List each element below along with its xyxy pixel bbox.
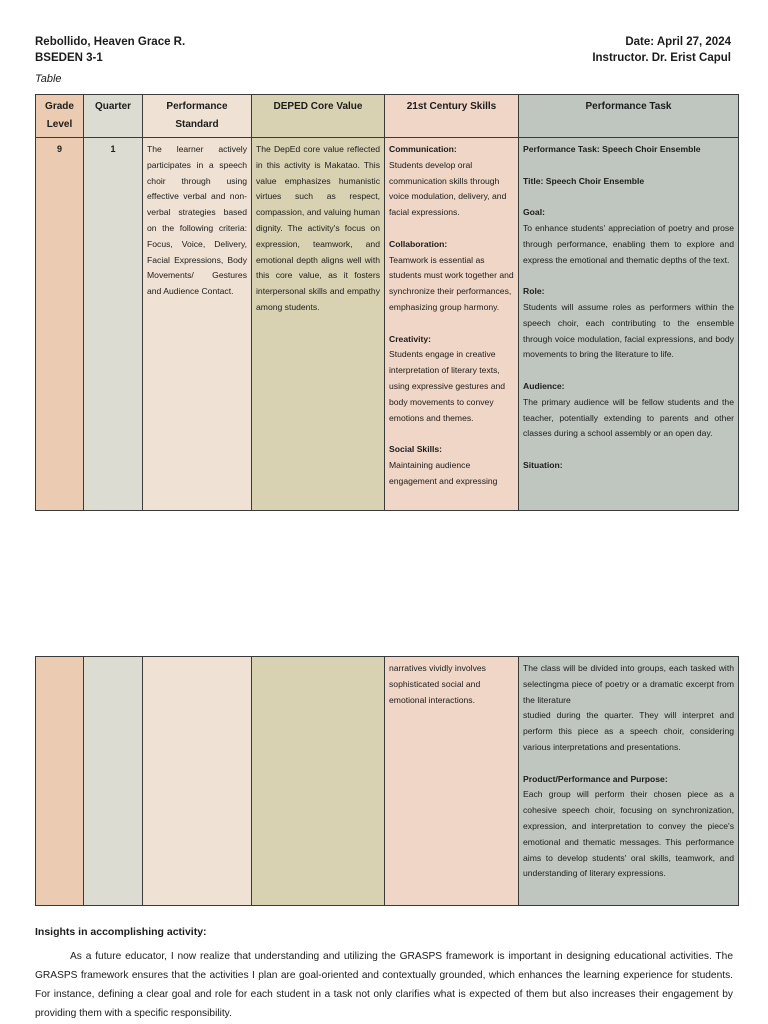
table-row [36,138,739,511]
date-instructor [592,34,731,66]
header-performance-standard: Performance Standard [143,95,252,138]
document-date: Date: April 27, 2024 [625,36,731,48]
goal-text: To enhance students' appreciation of poetry and prose through performance, enabling them to explore and express the emotional and thematic depths of the text. [523,222,734,265]
situation-text: The class will be divided into groups, each tasked with selectingma piece of poetry or a dramatic excerpt from the literature [523,663,734,705]
role-label: Role: [523,286,545,297]
audience-text: The primary audience will be fellow students and the teacher, potentially extending to parents and other classes during a school assembly or an open day. [523,396,734,439]
skill-text: Maintaining audience engagement and expressing [389,459,498,486]
skills-cell-continued: narratives vividly involves sophisticated social and emotional interactions. [385,657,519,906]
skill-collaboration [389,237,514,316]
skill-text: Students develop oral communication skills through voice modulation, delivery, and facial expressions. [389,159,507,218]
student-name: Rebollido, Heaven Grace R. [35,36,186,48]
table-caption: Table [35,73,62,85]
core-value-cell [252,657,385,906]
quarter-cell [84,657,143,906]
header-performance-task: Performance Task [519,95,739,138]
skill-social-skills [389,442,514,489]
task-title: Title: Speech Choir Ensemble [523,175,645,186]
skill-label: Creativity: [389,333,432,344]
audience-label: Audience: [523,380,565,391]
skill-communication [389,142,514,221]
student-info [35,34,185,66]
task-heading: Performance Task: Speech Choir Ensemble [523,144,701,154]
quarter-cell: 1 [84,138,143,511]
core-value-cell: The DepEd core value reflected in this activity is Makatao. This value emphasizes humanistic virtues such as respect, compassion, and valuing human dignity. The activity's focus on expression, teamwork, and emotional depth aligns well with this core value, as it fosters interpersonal skills and empathy among students. [252,138,385,511]
insights-title: Insights in accomplishing activity: [35,926,207,938]
table-row [36,657,739,906]
skill-text: Teamwork is essential as students must work together and synchronize their performances, emphasizing group harmony. [389,254,514,312]
performance-task-cell-continued [519,657,739,906]
grasps-table [35,94,739,511]
product-label: Product/Performance and Purpose: [523,773,668,784]
insights-section [35,923,733,1023]
grade-level-cell: 9 [36,138,84,511]
product-text: Each group will perform their chosen piece as a cohesive speech choir, focusing on synchronization, expression, and interpretation to convey the piece's emotional and thematic messages. This performance aims to develop students' oral skills, teamwork, and understanding of literary expressions. [523,789,734,879]
skill-label: Communication: [389,144,457,154]
header-quarter: Quarter [84,95,143,138]
role-text: Students will assume roles as performers within the speech choir, each contributing to the ensemble through voice modulation, facial expressions, and body movements to bring the literature to life. [523,301,734,360]
grasps-table-continued [35,656,739,906]
skill-text: Students engage in creative interpretation of literary texts, using expressive gestures and body movements to convey emotions and themes. [389,349,506,423]
skill-creativity [389,332,514,427]
skills-cell [385,138,519,511]
header-21st-century-skills: 21st Century Skills [385,95,519,138]
insights-paragraph: As a future educator, I now realize that understanding and utilizing the GRASPS framework is important in designing educational activities. The GRASPS framework ensures that the activities I plan are goal-oriented and contextually grounded, which enhances the learning experience for students. For instance, defining a clear goal and role for each student in a task not only clarifies what is expected of them but also increases their engagement by providing them with a specific responsibility. [35,951,733,1019]
header-grade-level: Grade Level [36,95,84,138]
skill-label: Social Skills: [389,444,443,455]
student-section: BSEDEN 3-1 [35,52,103,64]
performance-standard-cell: The learner actively participates in a speech choir through using effective verbal and non-verbal strategies based on the following criteria: Focus, Voice, Delivery, Facial Expressions, Body Movements/ Gestures and Audience Contact. [143,138,252,511]
performance-task-cell [519,138,739,511]
performance-standard-cell [143,657,252,906]
grade-level-cell [36,657,84,906]
skill-label: Collaboration: [389,238,448,249]
table-header-row [36,95,739,138]
goal-label: Goal: [523,207,545,218]
instructor-name: Instructor. Dr. Erist Capul [592,52,731,64]
header-core-value: DEPED Core Value [252,95,385,138]
situation-label: Situation: [523,459,563,470]
situation-text-continued: studied during the quarter. They will interpret and perform this piece as a speech choir, considering various interpretations and presentations. [523,710,734,752]
